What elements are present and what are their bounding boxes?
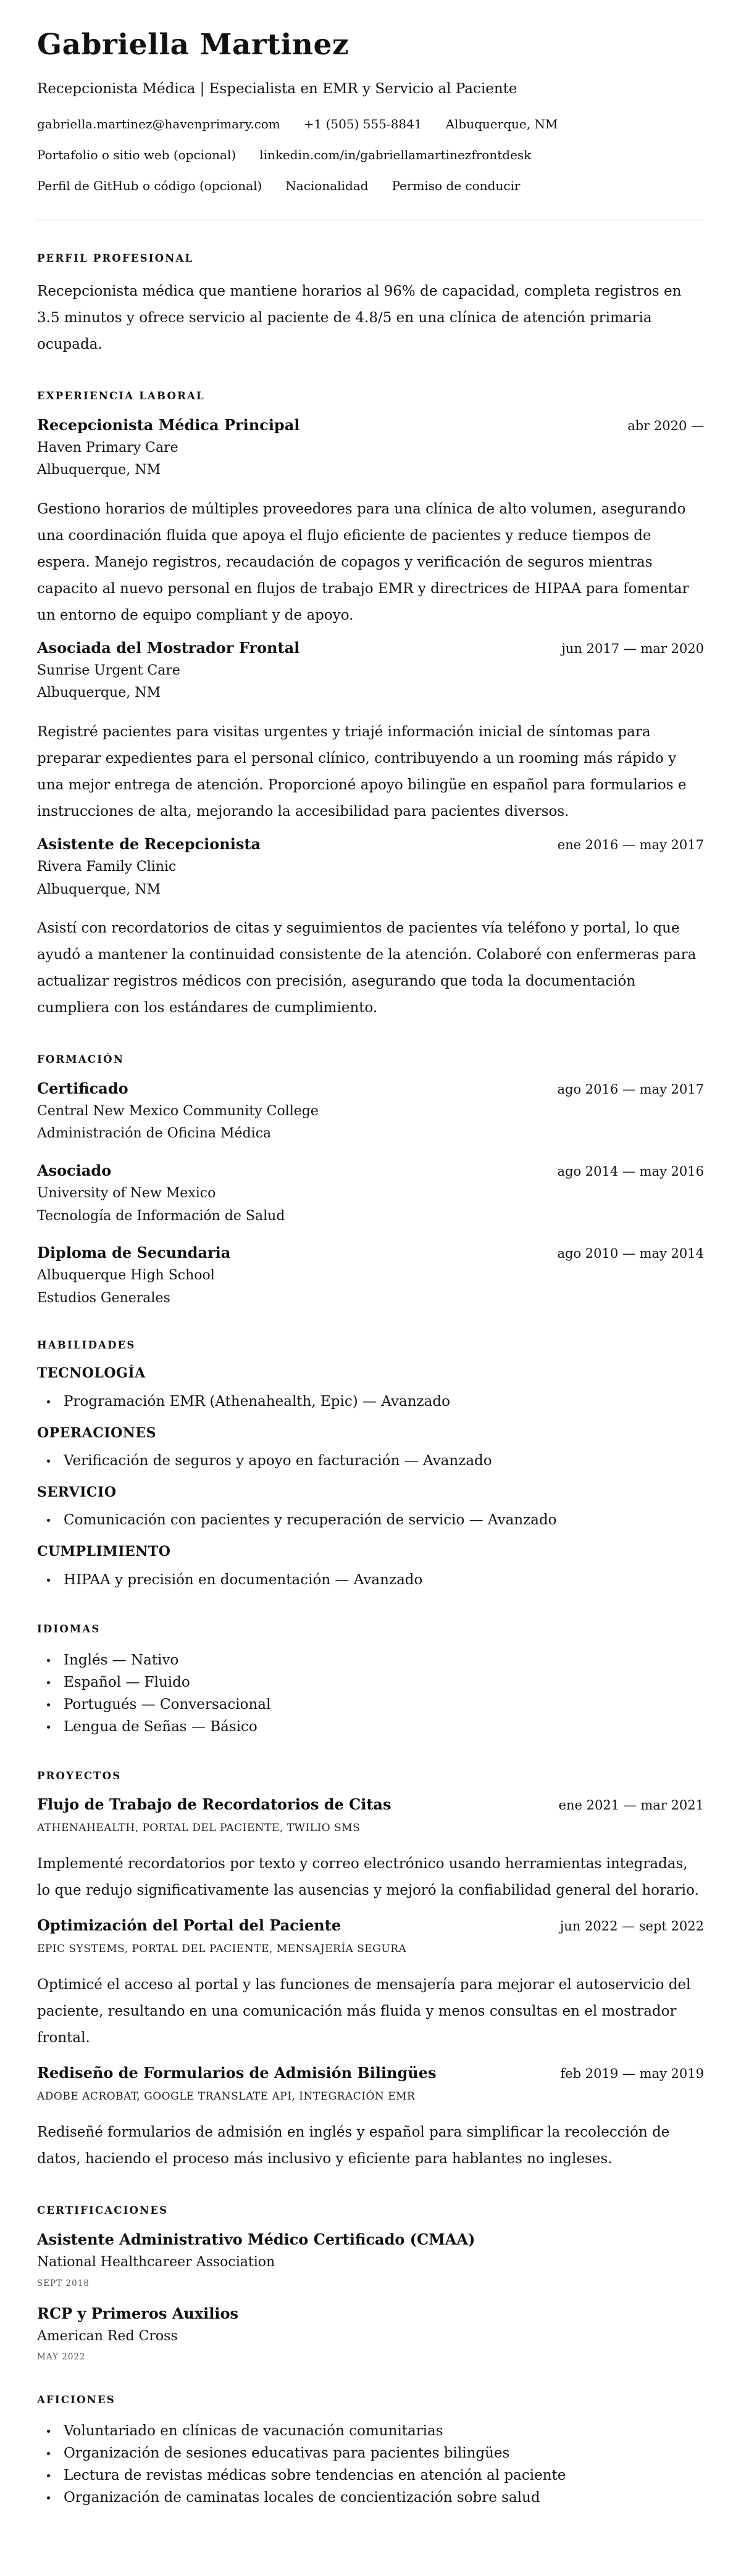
language-item [37, 1649, 704, 1671]
project-title: Rediseño de Formularios de Admisión Bilingües [37, 2064, 437, 2082]
project-entry-header [37, 2064, 704, 2082]
skill-category-name: OPERACIONES [37, 1424, 157, 1441]
education-entry [37, 1244, 704, 1307]
candidate-name: Gabriella Martinez [37, 28, 350, 62]
section-certifications [37, 2204, 704, 2362]
project-entry [37, 1916, 704, 2051]
phone-text: +1 (505) 555-8841 [303, 116, 422, 131]
hobby-item [37, 2442, 704, 2464]
project-entry [37, 2064, 704, 2172]
skill-item-text: Programación EMR (Athenahealth, Epic) — Avanzado [64, 1393, 450, 1410]
degree-title: Asociado [37, 1161, 112, 1180]
section-heading-profile: PERFIL PROFESIONAL [37, 252, 194, 264]
section-heading-skills: HABILIDADES [37, 1339, 136, 1352]
certification-entry [37, 2230, 704, 2288]
nationality-placeholder-text: Nacionalidad [285, 178, 369, 193]
bullet-icon [47, 1519, 50, 1522]
experience-entry [37, 639, 704, 825]
field-of-study: Estudios Generales [37, 1290, 170, 1306]
experience-entry-header [37, 639, 704, 657]
bullet-icon [47, 1460, 50, 1463]
language-item-text: Portugués — Conversacional [64, 1696, 271, 1713]
skill-category [37, 1425, 704, 1472]
hobby-item-text: Organización de caminatas locales de concientización sobre salud [64, 2490, 540, 2506]
hobby-item-text: Voluntariado en clínicas de vacunación comunitarias [64, 2423, 443, 2440]
skill-item [37, 1509, 704, 1531]
hobby-item-text: Organización de sesiones educativas para pacientes bilingües [64, 2445, 510, 2462]
project-description: Optimicé el acceso al portal y las funciones de mensajería para mejorar el autoservicio del paciente, resultando en una comunicación más fluida y menos consultas en el mostrador frontal. [37, 1977, 691, 2046]
skill-item [37, 1569, 704, 1591]
resume-document [37, 28, 704, 2509]
hobby-item [37, 2464, 704, 2487]
job-title: Recepcionista Médica Principal [37, 415, 300, 434]
field-of-study: Administración de Oficina Médica [37, 1126, 272, 1142]
job-description: Gestiono horarios de múltiples proveedores para una clínica de alto volumen, asegurando una coordinación fluida que apoya el flujo eficiente de pacientes y reduce tiempos de espera. Manejo registros, recaudación de copagos y verificación de seguros mientras capacito al nuevo personal en flujos de trabajo EMR y directrices de HIPAA para fomentar un entorno de equipo compliant y de apoyo. [37, 501, 689, 623]
language-item-text: Lengua de Señas — Básico [64, 1718, 257, 1735]
bullet-icon [47, 2474, 50, 2477]
certification-date: MAY 2022 [37, 2352, 86, 2362]
skill-category-name: CUMPLIMIENTO [37, 1544, 171, 1560]
job-title: Asociada del Mostrador Frontal [37, 638, 300, 657]
section-heading-certifications: CERTIFICACIONES [37, 2204, 169, 2217]
education-dates: ago 2010 — may 2014 [557, 1246, 704, 1261]
school-name: Albuquerque High School [37, 1268, 215, 1284]
section-profile [37, 252, 704, 358]
section-heading-education: FORMACIÓN [37, 1053, 124, 1066]
experience-entry [37, 835, 704, 1021]
skill-item [37, 1390, 704, 1413]
job-company: Sunrise Urgent Care [37, 662, 180, 678]
bullet-icon [47, 2496, 50, 2499]
skill-item-text: HIPAA y precisión en documentación — Avanzado [64, 1571, 423, 1588]
education-entry-header [37, 1161, 704, 1180]
github-placeholder-text: Perfil de GitHub o código (opcional) [37, 178, 262, 193]
bullet-icon [47, 1703, 50, 1706]
skill-item-text: Comunicación con pacientes y recuperación de servicio — Avanzado [64, 1512, 557, 1529]
language-item [37, 1671, 704, 1693]
project-description: Implementé recordatorios por texto y correo electrónico usando herramientas integradas, lo que redujo significativamente las ausencias y mejoró la confiabilidad general del horario. [37, 1856, 699, 1899]
skill-category [37, 1484, 704, 1531]
job-dates: abr 2020 — [627, 418, 704, 433]
hobby-item-text: Lectura de revistas médicas sobre tendencias en atención al paciente [64, 2467, 566, 2484]
job-company: Haven Primary Care [37, 439, 178, 455]
job-location: Albuquerque, NM [37, 881, 161, 897]
section-heading-languages: IDIOMAS [37, 1622, 101, 1635]
skill-category [37, 1544, 704, 1590]
section-hobbies [37, 2394, 704, 2509]
project-tools: EPIC SYSTEMS, PORTAL DEL PACIENTE, MENSAJERÍA SEGURA [37, 1943, 407, 1956]
degree-title: Certificado [37, 1079, 128, 1097]
candidate-job-title: Recepcionista Médica | Especialista en EMR y Servicio al Paciente [37, 81, 517, 98]
language-item-text: Español — Fluido [64, 1674, 190, 1690]
section-heading-hobbies: AFICIONES [37, 2394, 115, 2406]
project-dates: feb 2019 — may 2019 [560, 2066, 704, 2082]
skill-item [37, 1450, 704, 1472]
project-dates: jun 2022 — sept 2022 [559, 1919, 704, 1934]
job-dates: jun 2017 — mar 2020 [561, 641, 704, 656]
skill-category [37, 1365, 704, 1412]
language-item-text: Inglés — Nativo [64, 1652, 179, 1668]
hobby-item [37, 2487, 704, 2509]
linkedin-text: linkedin.com/in/gabriellamartinezfrontdesk [259, 147, 532, 162]
project-entry [37, 1795, 704, 1904]
bullet-icon [47, 1726, 50, 1729]
job-dates: ene 2016 — may 2017 [557, 837, 704, 852]
project-tools: ADOBE ACROBAT, GOOGLE TRANSLATE API, INTEGRACIÓN EMR [37, 2090, 416, 2103]
section-skills [37, 1339, 704, 1590]
section-education [37, 1053, 704, 1307]
certification-issuer: National Healthcareer Association [37, 2254, 275, 2271]
bullet-icon [47, 1681, 50, 1684]
certification-issuer: American Red Cross [37, 2328, 178, 2344]
project-description: Rediseñé formularios de admisión en inglés y español para simplificar la recolección de datos, haciendo el proceso más inclusivo y eficiente para hablantes no ingleses. [37, 2124, 670, 2167]
job-description: Registré pacientes para visitas urgentes y triajé información inicial de síntomas para preparar expedientes para el personal clínico, contribuyendo a un rooming más rápido y una mejor entrega de atención. Proporcioné apoyo bilingüe en español para formularios e instrucciones de alta, mejorando la accesibilidad para pacientes diversos. [37, 723, 687, 820]
section-languages [37, 1623, 704, 1738]
section-heading-experience: EXPERIENCIA LABORAL [37, 389, 205, 402]
certification-name: RCP y Primeros Auxilios [37, 2304, 238, 2322]
degree-title: Diploma de Secundaria [37, 1244, 231, 1262]
school-name: University of New Mexico [37, 1186, 216, 1202]
education-dates: ago 2016 — may 2017 [557, 1081, 704, 1097]
job-location: Albuquerque, NM [37, 462, 161, 478]
project-dates: ene 2021 — mar 2021 [558, 1798, 704, 1813]
job-company: Rivera Family Clinic [37, 858, 177, 875]
hobby-item [37, 2420, 704, 2442]
school-name: Central New Mexico Community College [37, 1103, 319, 1119]
certification-date: SEPT 2018 [37, 2278, 90, 2288]
education-dates: ago 2014 — may 2016 [557, 1164, 704, 1179]
email-text: gabriella.martinez@havenprimary.com [37, 116, 280, 131]
bullet-icon [47, 2452, 50, 2455]
education-entry-header [37, 1244, 704, 1262]
certification-name: Asistente Administrativo Médico Certificado (CMAA) [37, 2230, 475, 2249]
bullet-icon [47, 1579, 50, 1582]
project-title: Flujo de Trabajo de Recordatorios de Citas [37, 1795, 391, 1814]
experience-entry [37, 416, 704, 629]
language-item [37, 1716, 704, 1738]
project-entry-header [37, 1916, 704, 1935]
contact-row-3 [37, 178, 704, 194]
skill-item-text: Verificación de seguros y apoyo en facturación — Avanzado [64, 1453, 492, 1469]
project-title: Optimización del Portal del Paciente [37, 1916, 341, 1935]
section-projects [37, 1770, 704, 2173]
job-location: Albuquerque, NM [37, 685, 161, 701]
skill-category-name: SERVICIO [37, 1484, 117, 1501]
field-of-study: Tecnología de Información de Salud [37, 1208, 285, 1224]
language-item [37, 1693, 704, 1716]
job-title: Asistente de Recepcionista [37, 834, 261, 853]
experience-entry-header [37, 835, 704, 854]
contact-row-2 [37, 147, 704, 163]
skill-category-name: TECNOLOGÍA [37, 1365, 146, 1382]
driving-permit-placeholder-text: Permiso de conducir [391, 178, 521, 193]
education-entry-header [37, 1079, 704, 1098]
bullet-icon [47, 1400, 50, 1403]
section-heading-projects: PROYECTOS [37, 1769, 122, 1782]
location-text: Albuquerque, NM [445, 116, 558, 131]
profile-summary: Recepcionista médica que mantiene horarios al 96% de capacidad, completa registros en 3.5 minutos y ofrece servicio al paciente de 4.8/5 en una clínica de atención primaria ocupada. [37, 283, 682, 352]
bullet-icon [47, 1659, 50, 1662]
resume-header [37, 28, 704, 220]
education-entry [37, 1079, 704, 1143]
contact-row-1 [37, 116, 704, 132]
portfolio-placeholder-text: Portafolio o sitio web (opcional) [37, 147, 237, 162]
job-description: Asistí con recordatorios de citas y seguimientos de pacientes vía teléfono y portal, lo que ayudó a mantener la continuidad consistente de la atención. Colaboré con enfermeras para actualizar registros médicos con precisión, asegurando que toda la documentación cumpliera con los estándares de cumplimiento. [37, 920, 697, 1016]
experience-entry-header [37, 416, 704, 434]
bullet-icon [47, 2430, 50, 2433]
project-entry-header [37, 1795, 704, 1814]
section-experience [37, 390, 704, 1021]
certification-entry [37, 2304, 704, 2362]
education-entry [37, 1161, 704, 1225]
project-tools: ATHENAHEALTH, PORTAL DEL PACIENTE, TWILIO SMS [37, 1822, 361, 1835]
